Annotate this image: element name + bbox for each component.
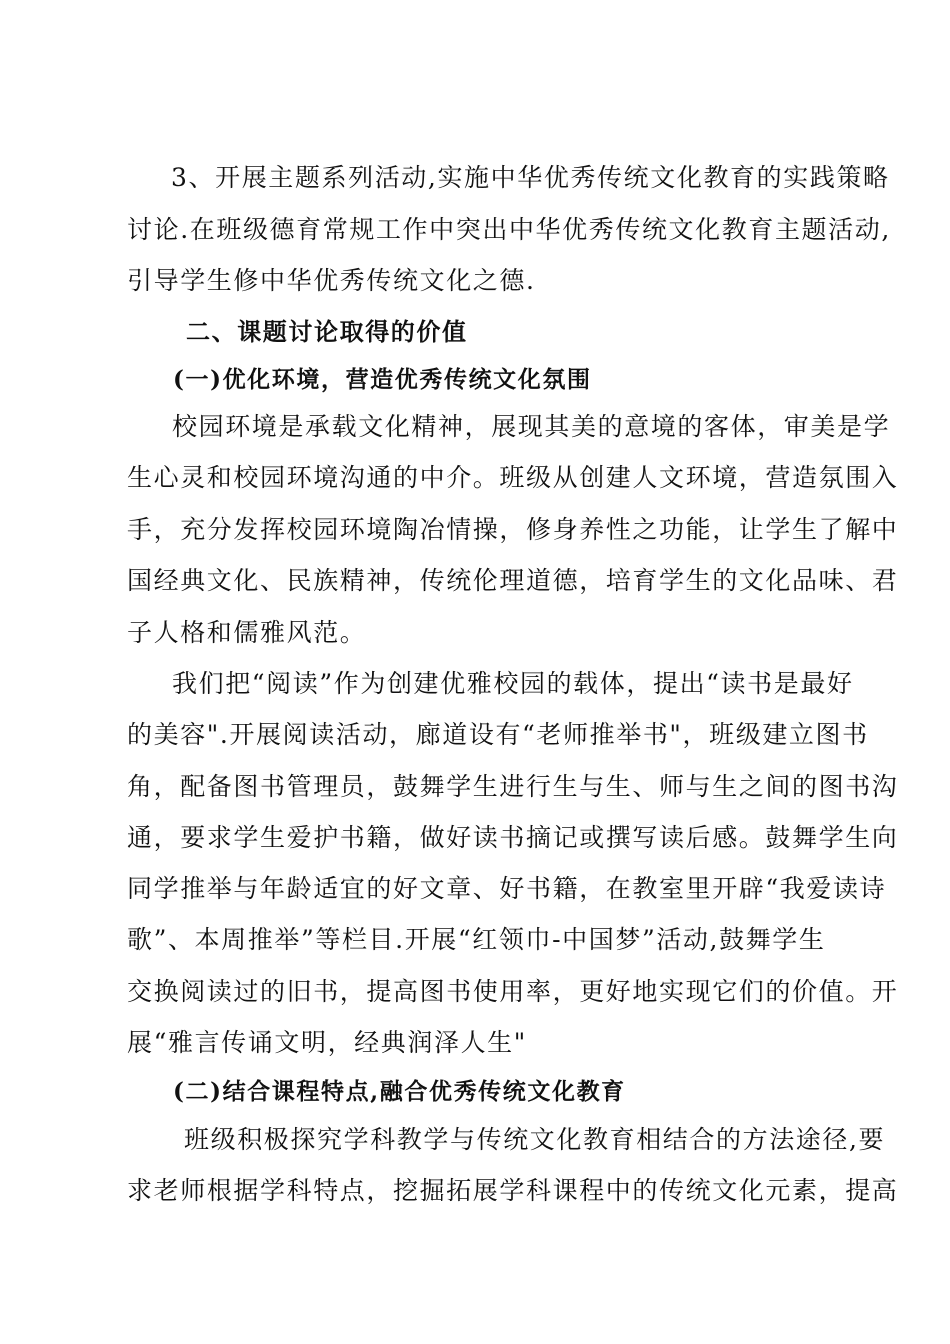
paragraph-2-line-1: 校园环境是承载文化精神，展现其美的意境的客体，审美是学 — [172, 412, 891, 441]
paragraph-3-line-5: 同学推举与年龄适宜的好文章、好书籍，在教室里开辟“我爱读诗 — [127, 874, 887, 903]
paragraph-1-line-3: 引导学生修中华优秀传统文化之德. — [127, 266, 536, 295]
section-2-heading: 二、课题讨论取得的价值 — [186, 318, 468, 346]
paragraph-2-line-4: 国经典文化、民族精神，传统伦理道德，培育学生的文化品味、君 — [127, 566, 899, 595]
paragraph-3-line-6: 歌”、本周推举”等栏目.开展“红领巾-中国梦”活动,鼓舞学生 — [127, 925, 826, 954]
paragraph-1-line-2: 讨论.在班级德育常规工作中突出中华优秀传统文化教育主题活动, — [127, 215, 891, 244]
paragraph-4-line-1: 班级积极探究学科教学与传统文化教育相结合的方法途径,要 — [184, 1125, 886, 1154]
paragraph-3-line-7: 交换阅读过的旧书，提高图书使用率，更好地实现它们的价值。开 — [127, 977, 899, 1006]
paragraph-3-line-3: 角，配备图书管理员，鼓舞学生进行生与生、师与生之间的图书沟 — [127, 772, 899, 801]
paragraph-2-line-3: 手，充分发挥校园环境陶冶情操，修身养性之功能，让学生了解中 — [127, 515, 899, 544]
subsection-2-heading: (二)结合课程特点,融合优秀传统文化教育 — [173, 1078, 626, 1105]
paragraph-3-line-1: 我们把“阅读”作为创建优雅校园的载体，提出“读书是最好 — [172, 669, 854, 698]
paragraph-3-line-8: 展“雅言传诵文明，经典润泽人生" — [127, 1028, 527, 1057]
paragraph-3-line-4: 通，要求学生爱护书籍，做好读书摘记或撰写读后感。鼓舞学生向 — [127, 823, 899, 852]
paragraph-2-line-5: 子人格和儒雅风范。 — [127, 618, 367, 647]
paragraph-4-line-2: 求老师根据学科特点，挖掘拓展学科课程中的传统文化元素，提高 — [127, 1176, 899, 1205]
paragraph-1-line-1: 3、开展主题系列活动,实施中华优秀传统文化教育的实践策略 — [171, 163, 890, 192]
paragraph-3-line-2: 的美容".开展阅读活动，廊道设有“老师推举书"，班级建立图书 — [127, 720, 869, 749]
paragraph-2-line-2: 生心灵和校园环境沟通的中介。班级从创建人文环境，营造氛围入 — [127, 463, 899, 492]
subsection-1-heading: (一)优化环境，营造优秀传统文化氛围 — [173, 366, 592, 393]
